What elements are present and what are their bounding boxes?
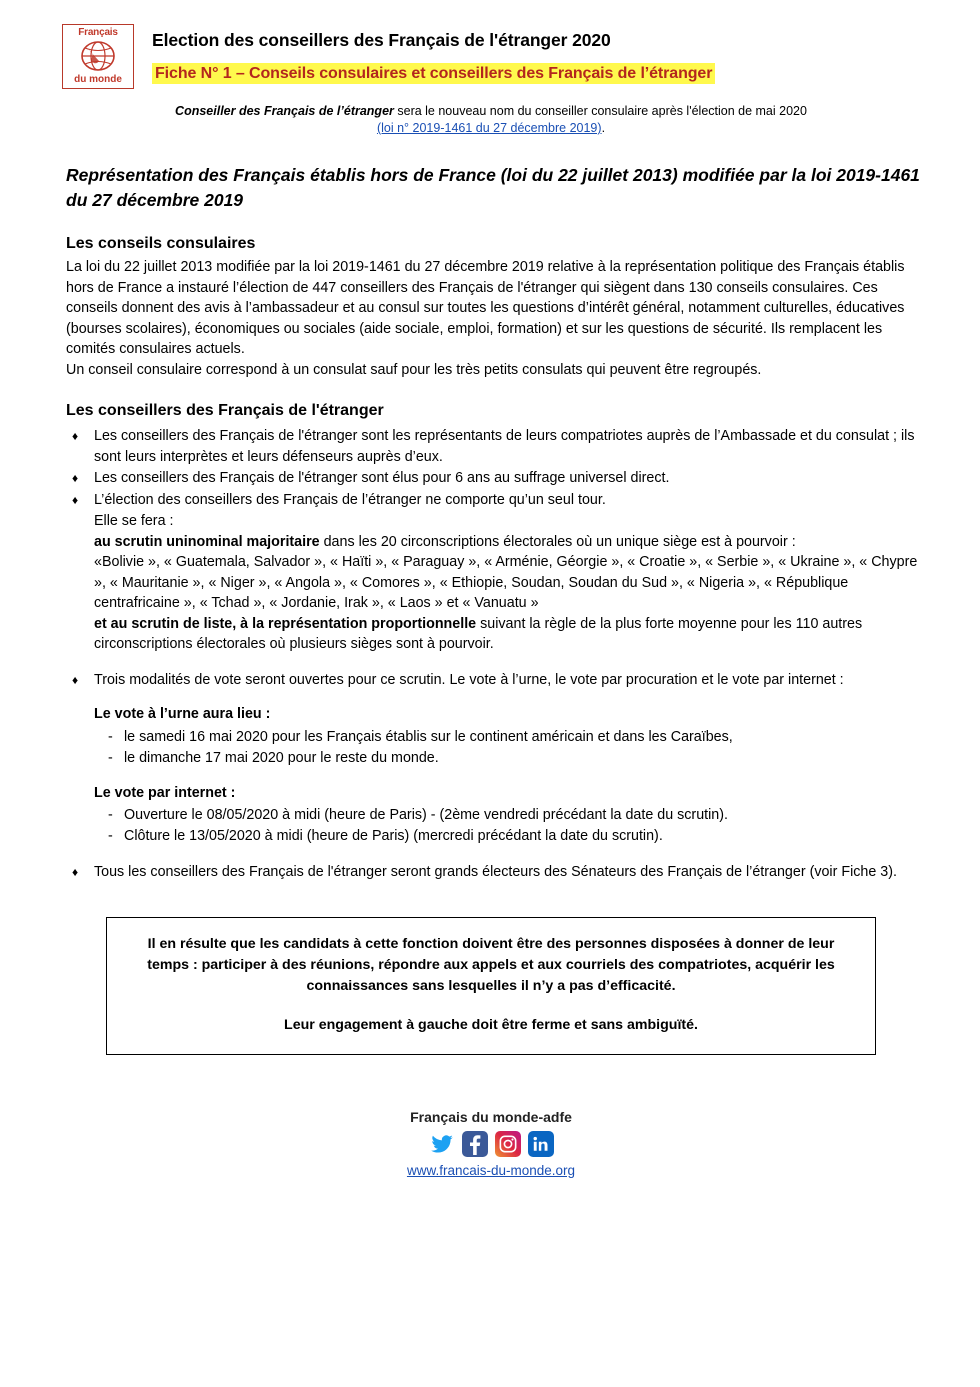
urne-date-2: le dimanche 17 mai 2020 pour le reste du monde.	[124, 749, 439, 766]
section-heading-councils: Les conseils consulaires	[66, 235, 256, 252]
diamond-bullet-icon: ♦	[72, 471, 79, 485]
list-item	[68, 670, 920, 848]
organization-name: Français du monde-adfe	[410, 1108, 572, 1125]
dash-icon: -	[108, 828, 113, 844]
fiche-title: Fiche N° 1 – Conseils consulaires et conseillers des Français de l’étranger	[152, 63, 715, 84]
list-item	[108, 748, 920, 769]
bullet-3-bold-a: au scrutin uninominal majoritaire	[94, 533, 320, 550]
social-links	[62, 1131, 920, 1157]
globe-icon	[75, 39, 121, 73]
callout-paragraph-1: Il en résulte que les candidats à cette fonction doivent être des personnes disposées à donner de leur temps : participer à des réunions, répondre aux appels et aux courriels des compatriotes, acquérir les connaissances sans lesquelles il n’y a pas d’efficacité.	[147, 935, 835, 994]
bullet-3-details	[94, 511, 920, 655]
list-item	[108, 805, 920, 826]
list-item	[68, 862, 920, 883]
urne-label: Le vote à l’urne aura lieu :	[94, 706, 271, 722]
callout-box	[106, 917, 876, 1055]
subnote-italic: Conseiller des Français de l’étranger	[175, 104, 394, 118]
header-subnote	[62, 103, 920, 137]
list-item	[68, 426, 920, 467]
spacer	[68, 656, 920, 670]
dash-icon: -	[108, 728, 113, 745]
bullet-3-text-b: suivant la règle de la plus forte moyenne pour les 110 autres circonscriptions électorales où plusieurs sièges sont à pourvoir.	[94, 615, 863, 652]
organization-logo	[62, 24, 134, 89]
list-item	[68, 490, 920, 655]
document-footer	[62, 1109, 920, 1194]
internet-date-2: Clôture le 13/05/2020 à midi (heure de Paris) (mercredi précédant la date du scrutin).	[124, 828, 663, 844]
diamond-bullet-icon: ♦	[72, 429, 79, 443]
subnote-link-tail: .	[601, 121, 606, 135]
website-link[interactable]: www.francais-du-monde.org	[406, 1162, 576, 1178]
subnote-rest: sera le nouveau nom du conseiller consulaire après l'élection de mai 2020	[393, 104, 807, 118]
facebook-icon[interactable]	[462, 1131, 488, 1157]
internet-date-1: Ouverture le 08/05/2020 à midi (heure de Paris) - (2ème vendredi précédant la date du scrutin).	[124, 807, 728, 823]
internet-date-list	[94, 805, 920, 847]
bullet-3-mode-a	[94, 532, 920, 553]
list-item	[108, 727, 920, 748]
spacer	[68, 848, 920, 862]
bullet-3-constituency-list: «Bolivie », « Guatemala, Salvador », « Haïti », « Paraguay », « Arménie, Géorgie », « Croatie », « Serbie », « Ukraine », « Chypre », « Mauritanie », « Niger », « Angola », « Comores », « Ethiopie, Soudan, Soudan du Sud », « Nigeria », « République centrafricaine », « Tchad », « Jordanie, Irak », « Laos » et « Vanuatu »	[94, 554, 918, 611]
urne-date-1: le samedi 16 mai 2020 pour les Français établis sur le continent américain et dans les Caraïbes,	[124, 728, 733, 745]
instagram-icon[interactable]	[495, 1131, 521, 1157]
urne-date-list	[94, 727, 920, 769]
law-reference-link[interactable]: (loi n° 2019-1461 du 27 décembre 2019)	[376, 121, 602, 135]
diamond-bullet-icon: ♦	[72, 492, 79, 507]
counsellors-bullet-list	[62, 426, 920, 883]
section-heading-counsellors: Les conseillers des Français de l'étranger	[66, 402, 384, 419]
bullet-1-text: Les conseillers des Français de l'étranger sont les représentants de leurs compatriotes auprès de l’Ambassade et du consulat ; ils sont leurs interprètes et leurs défenseurs auprès d’eux.	[94, 428, 915, 465]
main-heading: Représentation des Français établis hors de France (loi du 22 juillet 2013) modifiée par la loi 2019-1461 du 27 décembre 2019	[66, 165, 920, 210]
internet-label: Le vote par internet :	[94, 784, 236, 801]
dash-icon: -	[108, 749, 113, 766]
header-text-block	[148, 24, 920, 83]
list-item	[68, 468, 920, 489]
bullet-2-text: Les conseillers des Français de l'étranger sont élus pour 6 ans au suffrage universel direct.	[94, 470, 670, 486]
fiche-title-line	[152, 65, 920, 83]
bullet-3-bold-b: et au scrutin de liste, à la représentation proportionnelle	[94, 615, 477, 632]
logo-top-text: Français	[78, 27, 118, 38]
bullet-3-intro: L’élection des conseillers des Français de l’étranger ne comporte qu’un seul tour.	[94, 491, 606, 508]
bullet-3-line2: Elle se fera :	[94, 513, 174, 529]
bullet-5-text: Tous les conseillers des Français de l'étranger seront grands électeurs des Sénateurs des Français de l’étranger (voir Fiche 3).	[94, 864, 897, 880]
callout-paragraph-2: Leur engagement à gauche doit être ferme et sans ambiguïté.	[284, 1016, 698, 1033]
linkedin-icon[interactable]	[528, 1131, 554, 1157]
dash-icon: -	[108, 807, 113, 823]
bullet-3-text-a: dans les 20 circonscriptions électorales où un unique siège est à pourvoir :	[319, 533, 796, 550]
councils-paragraph-2: Un conseil consulaire correspond à un consulat sauf pour les très petits consulats qui peuvent être regroupés.	[66, 361, 762, 378]
diamond-bullet-icon: ♦	[72, 672, 79, 687]
diamond-bullet-icon: ♦	[72, 865, 79, 879]
logo-bottom-text: du monde	[74, 74, 122, 85]
list-item	[108, 826, 920, 847]
twitter-icon[interactable]	[429, 1131, 455, 1157]
councils-paragraph-1: La loi du 22 juillet 2013 modifiée par la loi 2019-1461 du 27 décembre 2019 relative à la représentation politique des Français établis hors de France a instauré l’élection de 447 conseillers des Français de l'étranger qui siègent dans 130 conseils consulaires. Ces conseils donnent des avis à l’ambassadeur et au consul sur toutes les questions d’intérêt général, notamment culturelles, éducatives (bourses scolaires), économiques ou sociales (aide sociale, emploi, formation) et sur les questions de sécurité. Ils remplacent les comités consulaires actuels.	[66, 259, 905, 357]
bullet-4-text: Trois modalités de vote seront ouvertes pour ce scrutin. Le vote à l’urne, le vote par procuration et le vote par internet :	[94, 671, 844, 688]
page-title: Election des conseillers des Français de l'étranger 2020	[152, 30, 611, 50]
bullet-3-mode-b	[94, 614, 920, 655]
document-header	[62, 24, 920, 89]
